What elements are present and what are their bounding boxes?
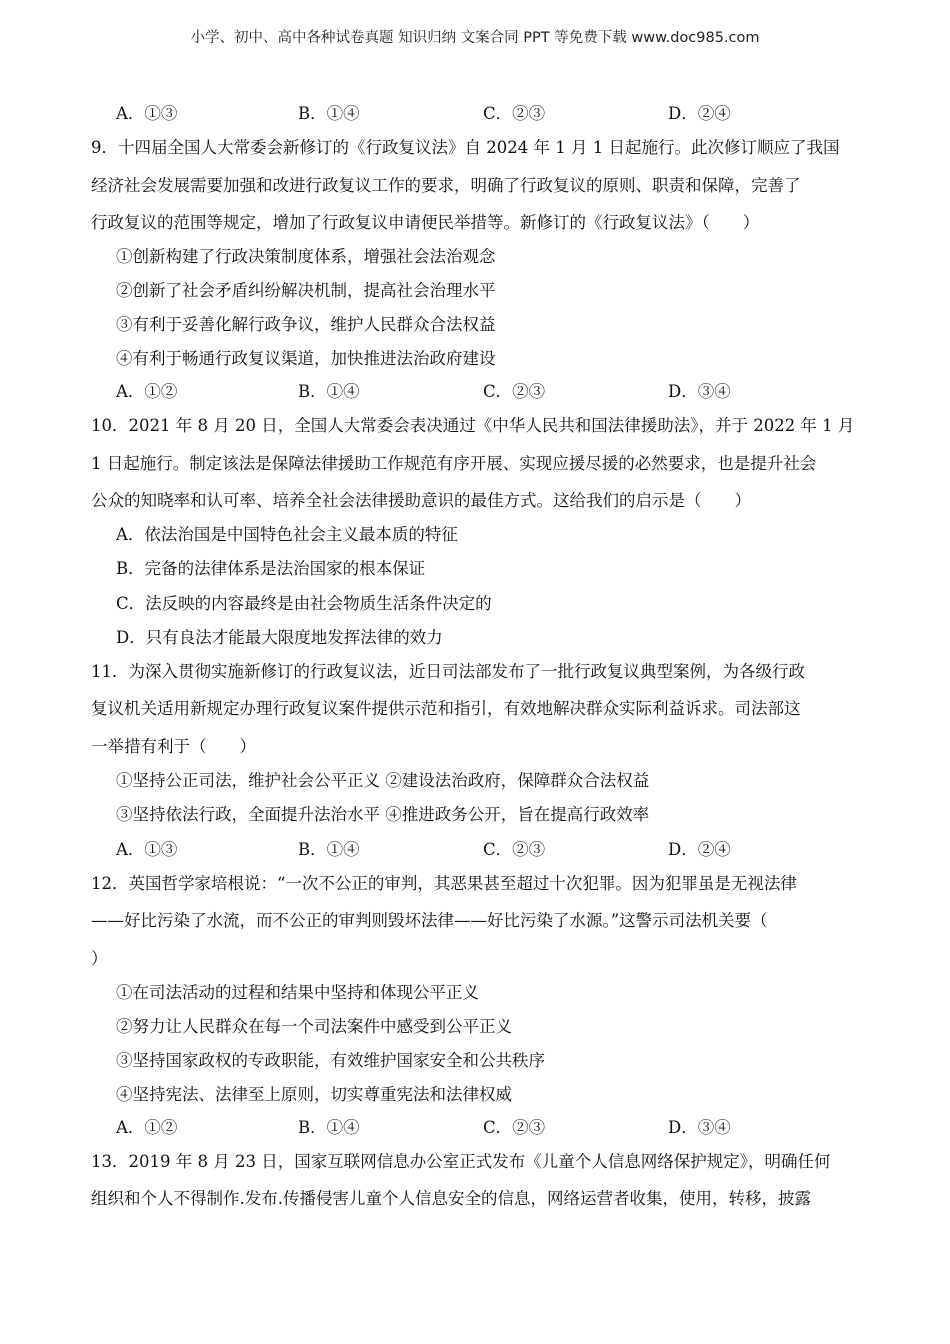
q9-stem-line-3: 行政复议的范围等规定，增加了行政复议申请便民举措等。新修订的《行政复议法》（ ） [91, 213, 760, 232]
q11-option-a: A．①③ [116, 840, 178, 859]
q11-item-line-1: ①坚持公正司法，维护社会公平正义 ②建设法治政府，保障群众合法权益 [116, 771, 650, 790]
q8-option-a: A．①③ [116, 104, 178, 123]
q9-item-1: ①创新构建了行政决策制度体系，增强社会法治观念 [116, 247, 496, 266]
q11-option-c: C．②③ [483, 840, 546, 859]
q11-option-d: D．②④ [668, 840, 731, 859]
q9-option-a: A．①② [116, 382, 178, 401]
q8-option-c: C．②③ [483, 104, 546, 123]
q13-stem-line-1: 13．2019 年 8 月 23 日，国家互联网信息办公室正式发布《儿童个人信息网络保护规定》，明确任何 [91, 1152, 831, 1171]
q10-option-a: A．依法治国是中国特色社会主义最本质的特征 [116, 525, 458, 544]
q10-option-b: B．完备的法律体系是法治国家的根本保证 [116, 559, 426, 578]
q11-stem-line-3: 一举措有利于（ ） [91, 737, 256, 756]
q12-item-1: ①在司法活动的过程和结果中坚持和体现公平正义 [116, 983, 479, 1002]
q12-option-a: A．①② [116, 1118, 178, 1137]
q9-stem-line-1: 9．十四届全国人大常委会新修订的《行政复议法》自 2024 年 1 月 1 日起施行。此次修订顺应了我国 [91, 138, 840, 157]
q10-option-d: D．只有良法才能最大限度地发挥法律的效力 [116, 628, 443, 647]
q9-item-2: ②创新了社会矛盾纠纷解决机制，提高社会治理水平 [116, 281, 496, 300]
q12-item-2: ②努力让人民群众在每一个司法案件中感受到公平正义 [116, 1017, 512, 1036]
q9-item-3: ③有利于妥善化解行政争议，维护人民群众合法权益 [116, 315, 496, 334]
q11-stem-line-1: 11．为深入贯彻实施新修订的行政复议法，近日司法部发布了一批行政复议典型案例，为各级行政 [91, 662, 805, 681]
q12-option-b: B．①④ [298, 1118, 360, 1137]
q12-stem-line-2: ——好比污染了水流，而不公正的审判则毁坏法律——好比污染了水源。”这警示司法机关要（ [91, 911, 768, 930]
q10-option-c: C．法反映的内容最终是由社会物质生活条件决定的 [116, 594, 492, 613]
q12-stem-line-3: ） [91, 949, 108, 968]
page-header: 小学、初中、高中各种试卷真题 知识归纳 文案合同 PPT 等免费下载 www.doc985.com [190, 30, 760, 46]
q12-item-4: ④坚持宪法、法律至上原则，切实尊重宪法和法律权威 [116, 1085, 512, 1104]
q12-stem-line-1: 12．英国哲学家培根说：“一次不公正的审判，其恶果甚至超过十次犯罪。因为犯罪虽是无视法律 [91, 874, 797, 893]
q12-option-c: C．②③ [483, 1118, 546, 1137]
q9-option-b: B．①④ [298, 382, 360, 401]
q8-option-d: D．②④ [668, 104, 731, 123]
q12-item-3: ③坚持国家政权的专政职能，有效维护国家安全和公共秩序 [116, 1051, 545, 1070]
q9-option-c: C．②③ [483, 382, 546, 401]
q11-stem-line-2: 复议机关适用新规定办理行政复议案件提供示范和指引，有效地解决群众实际利益诉求。司法部这 [91, 699, 801, 718]
q13-stem-line-2: 组织和个人不得制作.发布.传播侵害儿童个人信息安全的信息，网络运营者收集，使用，转移，披露 [91, 1189, 811, 1208]
q11-item-line-2: ③坚持依法行政，全面提升法治水平 ④推进政务公开，旨在提高行政效率 [116, 805, 650, 824]
q11-option-b: B．①④ [298, 840, 360, 859]
q9-stem-line-2: 经济社会发展需要加强和改进行政复议工作的要求，明确了行政复议的原则、职责和保障，完善了 [91, 176, 801, 195]
q9-option-d: D．③④ [668, 382, 731, 401]
q9-item-4: ④有利于畅通行政复议渠道，加快推进法治政府建设 [116, 349, 496, 368]
q10-stem-line-2: 1 日起施行。制定该法是保障法律援助工作规范有序开展、实现应援尽援的必然要求，也是提升社会 [91, 454, 817, 473]
q12-option-d: D．③④ [668, 1118, 731, 1137]
q10-stem-line-1: 10．2021 年 8 月 20 日，全国人大常委会表决通过《中华人民共和国法律援助法》，并于 2022 年 1 月 [91, 416, 855, 435]
q8-option-b: B．①④ [298, 104, 360, 123]
q10-stem-line-3: 公众的知晓率和认可率、培养全社会法律援助意识的最佳方式。这给我们的启示是（ ） [91, 491, 751, 510]
